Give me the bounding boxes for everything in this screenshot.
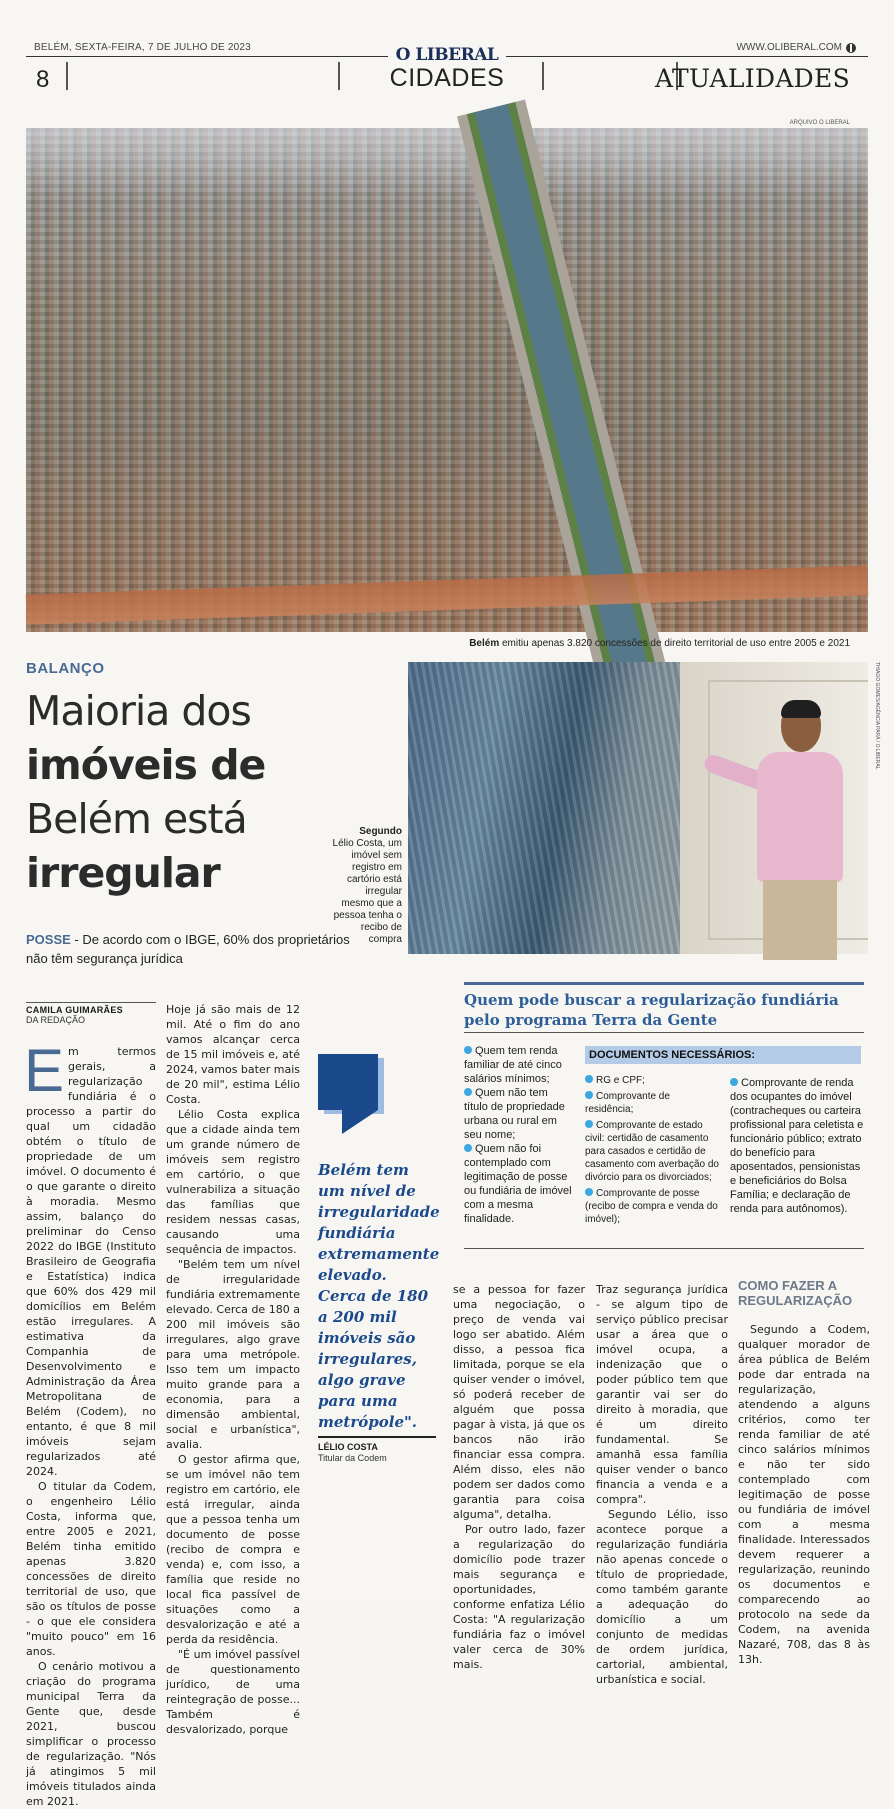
side-photo-credit: THIAGO GOMES/AGÊNCIA PARÁ / O LIBERAL xyxy=(874,662,880,770)
article-column-6: Segundo a Codem, qualquer morador de área pública de Belém pode dar entrada na regularização, atendendo a alguns critérios, como ter renda familiar de até cinco salários mínimos e não ter sido contemplado com legitimação de posse ou fundiária de imóvel com a mesma finalidade. Interessados devem requerer a regularização, reunindo os documentos e comparecendo ao protocolo na sede da Codem, na avenida Nazaré, 708, das 8 às 13h. xyxy=(738,1323,870,1666)
logo: O LIBERAL xyxy=(388,45,507,65)
edition-date: BELÉM, SEXTA-FEIRA, 7 DE JULHO DE 2023 xyxy=(34,42,251,53)
bullet-icon xyxy=(730,1078,738,1086)
quote-rule xyxy=(318,1436,436,1438)
quote-author-role: Titular da Codem xyxy=(318,1453,387,1463)
list-item: Quem não foi contemplado com legitimação de posse ou fundiária de imóvel com a mesma finalidade. xyxy=(464,1143,572,1225)
kicker: BALANÇO xyxy=(26,660,105,677)
documents-list xyxy=(585,1074,719,1229)
documents-title: DOCUMENTOS NECESSÁRIOS: xyxy=(585,1046,861,1064)
official-photo xyxy=(408,662,868,954)
author-org: DA REDAÇÃO xyxy=(26,1015,86,1025)
list-item: Comprovante de renda dos ocupantes do imóvel (contracheques ou carteira profissional para celetista e funcionário público; extrato do benefício para aposentados, pensionistas e beneficiários do Bolsa Família; e declaração de renda para autônomos). xyxy=(730,1077,864,1215)
list-item: Comprovante de posse (recibo de compra e venda do imóvel); xyxy=(585,1188,718,1225)
bullet-icon xyxy=(585,1091,593,1099)
wall-map xyxy=(408,662,680,954)
documents-list xyxy=(730,1076,864,1219)
how-to-title: COMO FAZER A REGULARIZAÇÃO xyxy=(738,1278,853,1308)
info-box-title: Quem pode buscar a regularização fundiária pelo programa Terra da Gente xyxy=(464,991,839,1029)
list-item: Comprovante de estado civil: certidão de casamento para casados e certidão de casamento com averbação do divórcio para os divorciados; xyxy=(585,1120,719,1183)
headline-line: irregular xyxy=(26,849,220,897)
list-item: Quem não tem título de propriedade urbana ou rural em seu nome; xyxy=(464,1087,565,1141)
info-box-rule xyxy=(464,982,864,985)
bullet-icon xyxy=(585,1120,593,1128)
bullet-icon xyxy=(464,1046,472,1054)
bullet-icon xyxy=(464,1144,472,1152)
road xyxy=(26,565,869,624)
aerial-photo xyxy=(26,128,868,632)
article-column-4: se a pessoa for fazer uma negociação, o preço de venda vai logo ser abatido. Além disso, a pessoa fica limitada, porque se ela quiser vender o imóvel, só poderá receber de alguém que possa pagar à vista, já que os bancos não irão financiar essa compra. Além disso, eles não podem ser dados como garantia para coisa alguma", detalha. Por outro lado, fazer a regularização do domicílio pode trazer mais segurança e oportunidades, conforme enfatiza Lélio Costa: "A regularização fundiária faz o imóvel valer cerca de 30% mais. xyxy=(453,1283,585,1671)
article-column-5: Traz segurança jurídica - se algum tipo de serviço público precisar usar a área que o imóvel ocupa, a indenização que o poder público tem que garantir vai ser do direito à moradia, que é um direito fundamental. Se amanhã essa família quiser vender o banco financia a venda e a compra". Segundo Lélio, isso acontece porque a regularização fundiária não apenas concede o título de propriedade, como também garante a adequação do domicílio a um conjunto de medidas de ordem jurídica, cartorial, ambiental, urbanística e social. xyxy=(596,1283,728,1686)
headline-line: Maioria dos xyxy=(26,687,251,735)
eligibility-list xyxy=(464,1044,574,1226)
side-photo-caption: Segundo Lélio Costa, um imóvel sem registro em cartório está irregular mesmo que a pessoa tenha o recibo de compra xyxy=(332,826,402,945)
section-subtitle: ATUALIDADES xyxy=(654,64,850,93)
quote-author: LÉLIO COSTA xyxy=(318,1442,378,1452)
headline xyxy=(26,684,356,900)
quote-icon xyxy=(318,1054,384,1136)
subhead: POSSE - De acordo com o IBGE, 60% dos proprietários não têm segurança jurídica xyxy=(26,932,350,966)
bullet-icon xyxy=(585,1075,593,1083)
headline-line: Belém está xyxy=(26,795,247,843)
photo-caption: Belém emitiu apenas 3.820 concessões de direito territorial de uso entre 2005 e 2021 xyxy=(469,638,850,649)
article-column-2: Hoje já são mais de 12 mil. Até o fim do ano vamos alcançar cerca de 15 mil imóveis e, até 2024, vamos bater mais de 20 mil", estima Lélio Costa. Lélio Costa explica que a cidade ainda tem um grande número de imóveis sem registro em cartório, o que vulnerabiliza a situação das famílias que residem nessas casas, causando uma sequência de impactos. "Belém tem um nível de irregularidade fundiária extremamente elevado. Cerca de 180 a 200 mil imóveis são irregulares, algo grave para uma metrópole. Isso tem um impacto muito grande para a economia, para a dimensão ambiental, social e urbanística", avalia. O gestor afirma que, se um imóvel não tem registro em cartório, ele está irregular, ainda que a pessoa tenha um documento de posse (recibo de compra e venda) e, com isso, a família que reside no local fica passível de situações como a desvalorização e até a perda da residência. "É um imóvel passível de questionamento jurídico, de uma reintegração de posse... Também é desvalorizado, porque xyxy=(166,1003,300,1736)
website-url[interactable]: WWW.OLIBERAL.COM xyxy=(736,42,856,53)
section-title: CIDADES xyxy=(389,64,505,92)
article-column-1: Em termos gerais, a regularização fundiária é o processo a partir do qual um cidadão obtém o título de propriedade de um imóvel. O documento é o que garante o direito à moradia. Mesmo assim, balanço do preliminar do Censo 2022 do IBGE (Instituto Brasileiro de Geografia e Estatística) indica que 60% dos 429 mil domicílios em Belém estão irregulares. A estimativa da Companhia de Desenvolvimento e Administração da Área Metropolitana de Belém (Codem), no entanto, é que 8 mil imóveis sejam regularizados até 2024. O titular da Codem, o engenheiro Lélio Costa, informa que, entre 2005 e 2021, Belém tinha emitido apenas 3.820 concessões de direito territorial de uso, que são os títulos de posse - o que ele considera "muito pouco" em 16 anos. O cenário motivou a criação do programa municipal Terra da Gente que, desde 2021, buscou simplificar o processo de regularização. "Nós já atingimos 5 mil imóveis titulados ainda em 2021. xyxy=(24,1037,156,1808)
byline xyxy=(26,1002,156,1025)
photo-credit: ARQUIVO O LIBERAL xyxy=(789,120,850,126)
headline-line: imóveis de xyxy=(26,741,266,789)
bullet-icon xyxy=(464,1088,472,1096)
list-item: RG e CPF; xyxy=(585,1074,719,1087)
pull-quote: Belém tem um nível de irregularidade fundiária extremamente elevado. Cerca de 180 a 200 mil imóveis são irregulares, algo grave para uma metrópole". xyxy=(318,1161,440,1431)
bullet-icon xyxy=(585,1188,593,1196)
person xyxy=(753,702,843,954)
list-item: Quem tem renda familiar de até cinco salários mínimos; xyxy=(464,1045,562,1085)
page-number: 8 xyxy=(36,66,50,93)
list-item: Comprovante de residência; xyxy=(585,1091,670,1115)
globe-icon xyxy=(846,43,856,53)
drop-cap: E xyxy=(24,1037,65,1104)
author-name: CAMILA GUIMARÃES xyxy=(26,1005,123,1015)
